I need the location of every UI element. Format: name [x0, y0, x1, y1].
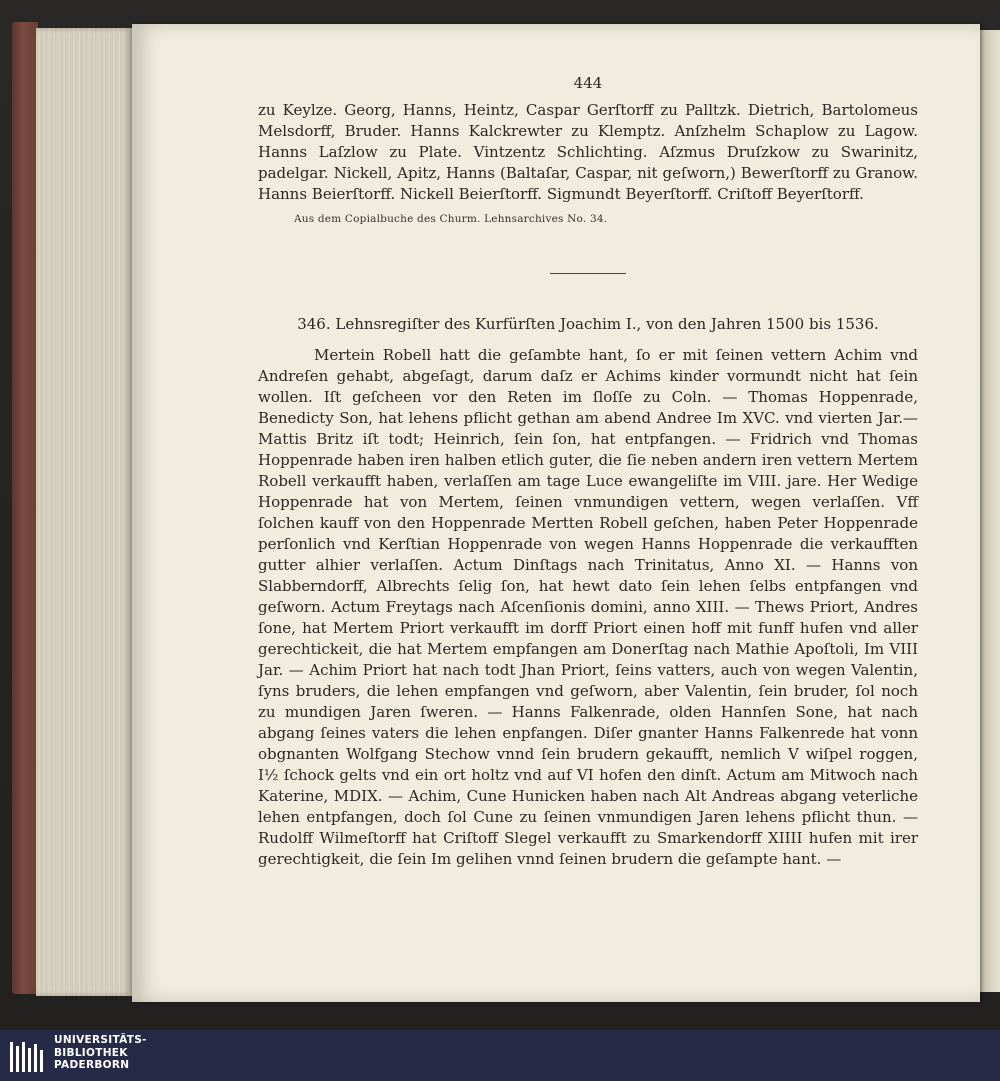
section-divider	[550, 273, 626, 274]
library-footer	[0, 1030, 1000, 1081]
library-name-line1: UNIVERSITÄTS-	[54, 1034, 147, 1046]
book-cover	[12, 22, 38, 994]
right-page-edges	[980, 30, 1000, 992]
library-name	[54, 1034, 147, 1072]
section-heading: 346. Lehnsregiſter des Kurfürſten Joachim I., von den Jahren 1500 bis 1536.	[297, 315, 879, 333]
page-content	[258, 100, 918, 870]
body-text: Mertein Robell hatt die geſambte hant, ſo er mit ſeinen vettern Achim vnd Andreſen gehabt, abgeſagt, darum daſz er Achims kinder vormundt nicht hat ſein wollen. Iſt geſcheen vor den Reten im ſloſſe zu Coln. — Thomas Hoppenrade, Benedicty Son, hat lehens pflicht gethan am abend Andree Im XVC. vnd vierten Jar.— Mattis Britz iſt todt; Heinrich, ſein ſon, hat entpfangen. — Fridrich vnd Thomas Hoppenrade haben iren halben etlich guter, die ſie neben andern iren vettern Mertem Robell verkaufft haben, verlaſſen am tage Luce ewangeliſte im VIII. jare. Her Wedige Hoppenrade hat von Mertem, ſeinen vnmundigen vettern, wegen verlaſſen. Vff ſolchen kauff von den Hoppenrade Mertten Robell geſchen, haben Peter Hoppenrade perſonlich vnd Kerſtian Hoppenrade von wegen Hanns Hoppenrade die verkaufften gutter alhier verlaſſen. Actum Dinſtags nach Trinitatus, Anno XI. — Hanns von Slabberndorff, Albrechts ſelig ſon, hat hewt dato ſein lehen ſelbs entpfangen vnd geſworn. Actum Freytags nach Aſcenſionis domini, anno XIII. — Thews Priort, Andres ſone, hat Mertem Priort verkaufft im dorff Priort einen hoff mit funff hufen vnd aller gerechtickeit, die hat Mertem empfangen am Donerſtag nach Mathie Apoſtoli, Im VIII Jar. — Achim Priort hat nach todt Jhan Priort, ſeins vatters, auch von wegen Valentin, ſyns bruders, die lehen empfangen vnd geſworn, aber Valentin, ſein bruder, ſol noch zu mundigen Jaren ſweren. — Hanns Falkenrade, olden Hannſen Sone, hat nach abgang ſeines vaters die lehen enpfangen. Diſer gnanter Hanns Falkenrede hat vonn obgnanten Wolfgang Stechow vnnd ſein brudern gekaufft, nemlich V wiſpel roggen, I½ ſchock gelts vnd ein ort holtz vnd auf VI hofen den dinſt. Actum am Mitwoch nach Katerine, MDIX. — Achim, Cune Hunicken haben nach Alt Andreas abgang veterliche lehen entpfangen, doch ſol Cune zu ſeinen vnmundigen Jaren lehens pflicht thun. — Rudolff Wilmeſtorff hat Criſtoff Slegel verkaufft zu Smarkendorff XIIII hufen mit irer gerechtigkeit, die ſein Im gelihen vnnd ſeinen brudern die geſampte hant. —	[258, 346, 918, 868]
ub-paderborn-logo-icon	[8, 1038, 46, 1076]
source-note: Aus dem Copialbuche des Churm. Lehnsarchives No. 34.	[294, 213, 608, 225]
intro-paragraph: zu Keylze. Georg, Hanns, Heintz, Caspar Gerſtorff zu Palltzk. Dietrich, Bartolomeus Melsdorff, Bruder. Hanns Kalckrewter zu Klemptz. Anſzhelm Schaplow zu Lagow. Hanns Laſzlow zu Plate. Vintzentz Schlichting. Aſzmus Druſzkow zu Swarinitz, padelgar. Nickell, Apitz, Hanns (Baltaſar, Caspar, nit geſworn,) Bewerſtorff zu Granow. Hanns Beierſtorff. Nickell Beierſtorff. Sigmundt Beyerſtorff. Criſtoff Beyerſtorff.	[258, 101, 918, 203]
library-name-line2: BIBLIOTHEK	[54, 1046, 128, 1059]
page-number: 444	[573, 74, 603, 92]
page-edges	[36, 28, 132, 996]
library-name-line3: PADERBORN	[54, 1059, 130, 1071]
